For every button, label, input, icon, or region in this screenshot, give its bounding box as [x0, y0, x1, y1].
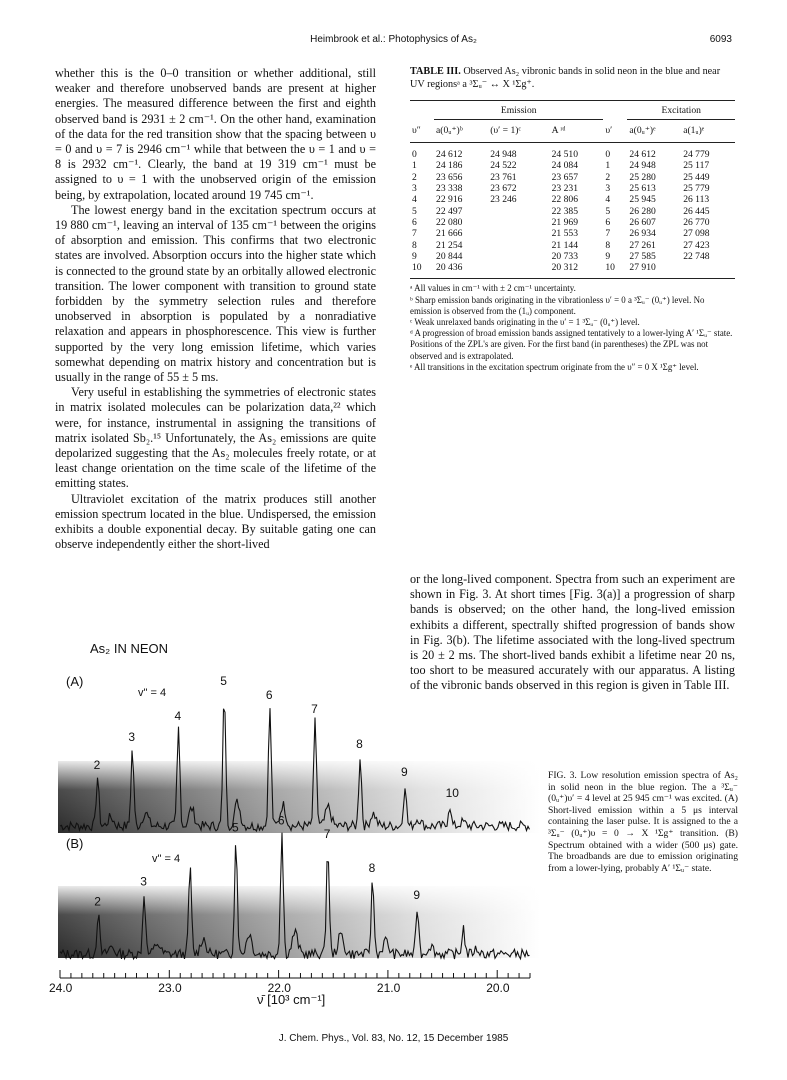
table-row [410, 143, 735, 161]
table-cell: 2 [412, 171, 417, 183]
footnote: ᵈ A progression of broad emission bands assigned tentatively to a lower-lying A′ ¹Σᵤ⁻ state. Positions of the ZPL's are given. For the first band (in parentheses) the ZPL was not observed and is extrapolated. [410, 328, 733, 361]
table-cell: 20 733 [551, 250, 578, 262]
table-cell: 24 612 [436, 149, 463, 161]
group-header-excitation: Excitation [627, 100, 735, 119]
table-row [410, 240, 735, 251]
table-cell: 21 144 [551, 239, 578, 251]
table-iii [410, 66, 735, 373]
table-cell: 2 [605, 171, 611, 183]
table-cell: 22 080 [436, 216, 463, 228]
paragraph: whether this is the 0–0 transition or whether additional, still weaker and therefore unobserved bands are present at higher energies. The measured difference between the first and eighth observed band is 2931 ± 2 cm⁻¹. On the other hand, examination of the data for the red transition show that the spacing between υ = 0 and υ = 7 is 2946 cm⁻¹ while that between the υ = 1 and υ = 8 is 2932 cm⁻¹. Clearly, the band at 19 319 cm⁻¹ must be assigned to υ = 1 with the unobserved origin of the emission being, by extrapolation, located around 19 745 cm⁻¹. [55, 66, 376, 202]
table-cell: 20 844 [436, 250, 463, 262]
peak-label: 2 [94, 894, 101, 909]
x-tick-label: 23.0 [158, 981, 182, 995]
table-row [410, 194, 735, 205]
table-cell: 24 522 [490, 160, 517, 172]
table-cell: 6 [605, 216, 611, 228]
table-cell: 25 280 [629, 171, 656, 183]
panel-b-vlabel: v" = 4 [152, 853, 181, 865]
table-cell: 24 186 [436, 160, 463, 172]
table-cell: 27 098 [683, 228, 710, 240]
table-cell: 23 338 [436, 183, 463, 195]
table-cell: 26 280 [629, 205, 656, 217]
x-tick-label: 24.0 [49, 981, 73, 995]
table-cell: 24 779 [683, 149, 710, 161]
table-cell: 21 969 [551, 216, 578, 228]
table-cell: 26 607 [629, 216, 656, 228]
table-cell: 23 246 [490, 194, 517, 206]
column-header: a(0ᵤ⁺)ᵉ [629, 124, 656, 136]
panel-a-vlabel: v" = 4 [138, 687, 167, 699]
table-cell: 22 385 [551, 205, 578, 217]
table-cell: 26 445 [683, 205, 710, 217]
table-cell: 4 [605, 194, 611, 206]
table-cell: 22 806 [551, 194, 578, 206]
footnote: ᵉ All transitions in the excitation spectrum originate from the υ″ = 0 X ¹Σg⁺ level. [410, 361, 699, 372]
table-cell: 26 934 [629, 228, 656, 240]
table-cell: 5 [412, 205, 417, 217]
table-cell: 10 [603, 262, 627, 279]
table-cell: 24 084 [551, 160, 578, 172]
peak-label: 8 [368, 860, 376, 875]
column-header: a(0ᵤ⁺)ᵇ [436, 124, 463, 136]
table-cell: 23 672 [490, 183, 517, 195]
peak-label: 7 [311, 702, 318, 716]
table-cell: 6 [412, 216, 417, 228]
column-header: υ′ [605, 124, 613, 136]
table-cell: 23 231 [551, 183, 578, 195]
table-cell: 27 585 [629, 250, 656, 262]
figure-caption: FIG. 3. Low resolution emission spectra of As₂ in solid neon in the blue region. The a ³Σᵤ⁻ (0ᵤ⁺)υ′ = 4 level at 25 945 cm⁻¹ was excited. (A) Short-lived emission within a 5 μs interval containing the laser pulse. It is assigned to the a ³Σᵤ⁻ (0ᵤ⁺)υ = 0 → X ¹Σg⁺ transition. (B) Spectrum obtained with a wider (500 μs) gate. The broadbands are due to emission originating from a lower-lying, probably A′ ¹Σᵤ⁻ state. [548, 770, 738, 874]
peak-label: 9 [401, 765, 408, 779]
table-cell: 20 312 [550, 262, 604, 279]
table-cell: 1 [605, 160, 611, 172]
running-header [55, 34, 732, 50]
table-cell: 25 613 [629, 183, 656, 195]
footnote: ᵇ Sharp emission bands originating in the vibrationless υ′ = 0 a ³Σᵤ⁻ (0ᵤ⁺) level. No emission is observed from the (1ᵤ) component. [410, 294, 705, 316]
table-cell: 23 657 [551, 171, 578, 183]
table-cell: 7 [605, 228, 611, 240]
paragraph: or the long-lived component. Spectra from such an experiment are shown in Fig. 3. At short times [Fig. 3(a)] a progression of sharp bands is observed; on the other hand, the long-lived emission exhibits a different, spectrally shifted progression of bands show in Fig. 3(b). The lifetime associated with the long-lived spectrum is 20 ± 2 ms. The short-lived bands exhibit a lifetime near 20 ns, too short to be measured accurately with our apparatus. A listing of the vibronic bands observed in this region is given in Table III. [410, 572, 735, 693]
column-header: a(1ᵤ)ᵉ [683, 124, 705, 136]
column-header: υ″ [412, 124, 421, 136]
table-cell: 26 770 [683, 216, 710, 228]
table-cell: 25 779 [683, 183, 710, 195]
group-header-emission: Emission [434, 100, 603, 119]
table-cell: 24 948 [629, 160, 656, 172]
table-row [410, 251, 735, 262]
data-table [410, 100, 735, 280]
table-row [410, 172, 735, 183]
table-row [410, 228, 735, 239]
table-cell: 20 436 [434, 262, 488, 279]
table-row [410, 217, 735, 228]
column-header: A ʳᵈ [551, 124, 566, 136]
table-cell: 27 423 [683, 239, 710, 251]
table-row [410, 262, 735, 279]
peak-label: 3 [140, 874, 147, 889]
peak-label: 4 [174, 709, 182, 723]
table-cell [488, 262, 549, 279]
peak-label: 6 [277, 813, 285, 828]
footnote: ᵃ All values in cm⁻¹ with ± 2 cm⁻¹ uncertainty. [410, 283, 576, 294]
figure-title: As₂ IN NEON [90, 641, 168, 656]
x-axis-label: ν̄ [10³ cm⁻¹] [257, 992, 326, 1007]
table-cell: 22 916 [436, 194, 463, 206]
x-tick-label: 20.0 [486, 981, 510, 995]
table-cell: 1 [412, 160, 417, 172]
footnote: ᶜ Weak unrelaxed bands originating in the υ′ = 1 ³Σᵤ⁻ (0ᵤ⁺) level. [410, 317, 640, 328]
table-row [410, 206, 735, 217]
paragraph: Very useful in establishing the symmetries of electronic states in matrix isolated molecules can be polarization data,²² which were, for instance, instrumental in assigning the transitions of matrix isolated Sb₂.¹⁵ Unfortunately, the As₂ emissions are quite depolarized suggesting that the As₂ molecules freely rotate, or at least change orientation on the time scale of the lifetime of the emitting states. [55, 385, 376, 491]
table-caption-text: Observed As₂ vibronic bands in solid neon in the blue and near UV regionsᵃ a ³Σᵤ⁻ ↔ X ¹Σg⁺. [410, 66, 721, 90]
table-cell [488, 240, 549, 251]
table-cell: 21 553 [551, 228, 578, 240]
table-cell: 7 [412, 228, 417, 240]
x-tick-label: 22.0 [267, 981, 291, 995]
table-cell: 24 510 [551, 149, 578, 161]
table-cell: 5 [605, 205, 611, 217]
page-number: 6093 [709, 34, 732, 45]
spectrum-plot [49, 636, 542, 1007]
table-row [410, 160, 735, 171]
table-cell: 8 [605, 239, 611, 251]
table-cell [488, 251, 549, 262]
column-headers [410, 119, 735, 142]
table-cell: 0 [605, 149, 611, 161]
table-cell: 9 [412, 250, 417, 262]
table-cell: 21 254 [436, 239, 463, 251]
table-cell: 25 117 [683, 160, 710, 172]
table-cell: 22 748 [683, 250, 710, 262]
peak-label: 2 [93, 758, 101, 772]
table-cell: 27 910 [627, 262, 681, 279]
panel-b-label: (B) [66, 836, 84, 851]
table-cell: 26 113 [683, 194, 710, 206]
table-footnotes [410, 283, 735, 373]
table-cell: 25 449 [683, 171, 710, 183]
table-cell: 3 [605, 183, 611, 195]
table-cell: 8 [412, 239, 417, 251]
table-cell: 10 [410, 262, 434, 279]
peak-label: 5 [220, 674, 227, 688]
peak-label: 3 [128, 730, 136, 744]
peak-label: 5 [232, 820, 239, 835]
x-tick-label: 21.0 [376, 981, 401, 995]
table-cell: 3 [412, 183, 417, 195]
table-cell: 22 497 [436, 205, 463, 217]
table-cell: 25 945 [629, 194, 656, 206]
peak-label: 8 [356, 737, 363, 751]
table-caption-label: TABLE III. [410, 66, 461, 77]
paragraph: The lowest energy band in the excitation spectrum occurs at 19 880 cm⁻¹, leaving an interval of 135 cm⁻¹ between the origins of absorption and emission. This confirms that two electronic states are involved. Absorption occurs into the higher state which is connected to the ground state by an orbitally allowed electronic transition. The lower component with transition to ground state forbidden by the symmetry selection rules and therefore unobserved in absorption is populated by a nonradiative relaxation and appears in phosphorescence. This view is further supported by the very long emission lifetime, which varies somewhat depending on matrix history and concentration but is usually in the range of 55 ± 5 ms. [55, 202, 376, 385]
panel-a-label: (A) [66, 674, 84, 689]
figure-3 [49, 636, 542, 1007]
table-caption [410, 66, 735, 92]
table-row [410, 183, 735, 194]
left-column [55, 66, 376, 553]
table-cell: 9 [605, 250, 611, 262]
paragraph: Ultraviolet excitation of the matrix produces still another emission spectrum located in the blue. Undispersed, the emission exhibits a double exponential decay. By suitable gating one can observe independently either the short-lived [55, 491, 376, 552]
table-cell [681, 262, 735, 279]
peak-label: 10 [445, 786, 459, 800]
peak-label: 6 [265, 688, 273, 702]
peak-label: 7 [323, 827, 331, 841]
table-cell: 27 261 [629, 239, 656, 251]
table-cell: 23 761 [490, 171, 517, 183]
table-cell: 24 612 [629, 149, 656, 161]
table-cell: 4 [412, 194, 417, 206]
table-body [410, 143, 735, 279]
peak-label: 9 [413, 887, 421, 902]
column-header: (υ′ = 1)ᶜ [490, 124, 521, 136]
running-title: Heimbrook et al.: Photophysics of As₂ [310, 34, 477, 45]
table-cell [488, 228, 549, 239]
table-cell: 0 [412, 149, 417, 161]
table-cell [488, 206, 549, 217]
table-cell [488, 217, 549, 228]
page-footer: J. Chem. Phys., Vol. 83, No. 12, 15 December 1985 [278, 1033, 509, 1044]
table-cell: 24 948 [490, 149, 517, 161]
table-cell: 23 656 [436, 171, 463, 183]
table-cell: 21 666 [436, 228, 463, 240]
